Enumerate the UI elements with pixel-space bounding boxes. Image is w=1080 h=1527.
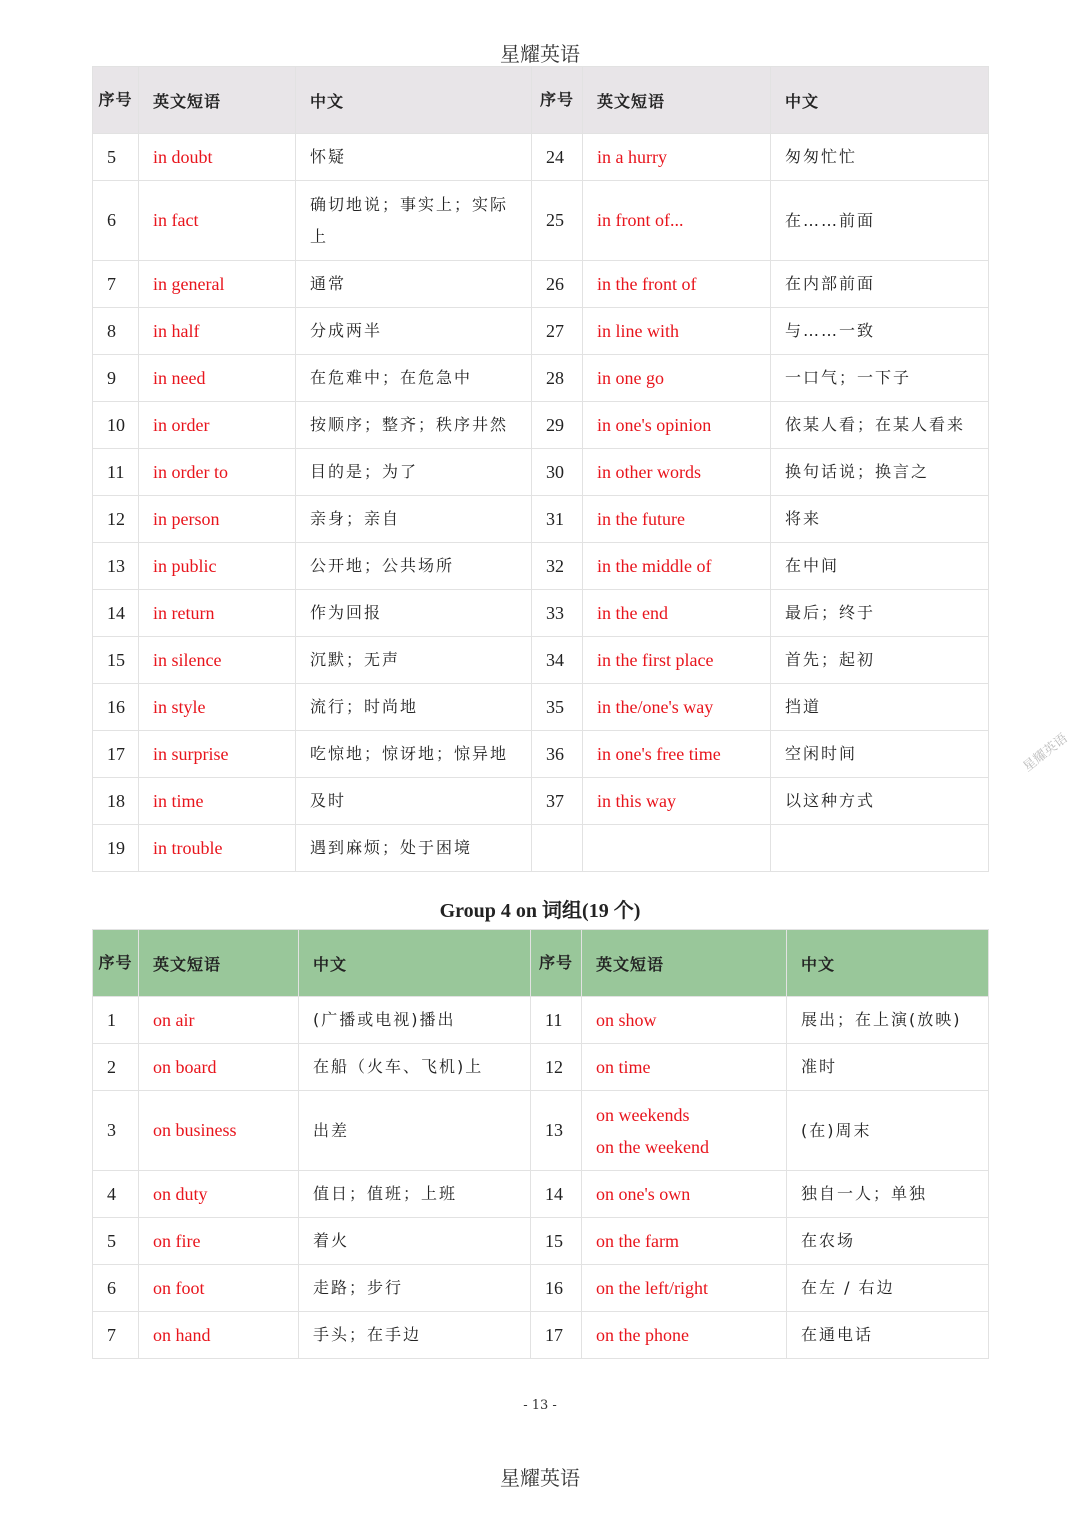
english-phrase: in half xyxy=(153,320,200,341)
english-phrase: in public xyxy=(153,555,217,576)
table-row xyxy=(93,134,989,181)
phrase-cell xyxy=(139,181,296,261)
phrase-cell xyxy=(139,1091,299,1171)
row-number-2: 24 xyxy=(532,134,583,181)
chinese-cell-2 xyxy=(771,496,989,543)
chinese-cell xyxy=(299,997,531,1044)
chinese-cell-2 xyxy=(771,543,989,590)
chinese-cell xyxy=(299,1091,531,1171)
english-phrase: in doubt xyxy=(153,146,213,167)
chinese-meaning-2: 在……前面 xyxy=(785,210,876,230)
row-number: 19 xyxy=(93,825,139,872)
english-phrase: in surprise xyxy=(153,743,229,764)
chinese-cell-2 xyxy=(771,134,989,181)
chinese-cell-2 xyxy=(771,402,989,449)
row-number: 7 xyxy=(93,261,139,308)
chinese-meaning-2: 以这种方式 xyxy=(785,791,876,810)
phrase-cell xyxy=(139,134,296,181)
phrase-cell xyxy=(139,1312,299,1359)
chinese-meaning: 亲身；亲自 xyxy=(310,509,401,528)
row-number-2: 31 xyxy=(532,496,583,543)
english-phrase-2-alt: on the weekend xyxy=(596,1136,709,1157)
table-row xyxy=(93,1218,989,1265)
table-row xyxy=(93,1091,989,1171)
english-phrase: in order xyxy=(153,414,210,435)
english-phrase: in order to xyxy=(153,461,228,482)
english-phrase-2: on show xyxy=(596,1009,657,1030)
row-number: 5 xyxy=(93,134,139,181)
table-row xyxy=(93,449,989,496)
table-row xyxy=(93,355,989,402)
table-header-row xyxy=(93,930,989,997)
row-number-2: 14 xyxy=(531,1171,582,1218)
english-phrase: in need xyxy=(153,367,206,388)
phrase-cell xyxy=(139,1171,299,1218)
english-phrase: in person xyxy=(153,508,220,529)
chinese-cell-2 xyxy=(787,1218,989,1265)
table-row xyxy=(93,1265,989,1312)
english-phrase: on hand xyxy=(153,1324,211,1345)
chinese-cell xyxy=(296,778,532,825)
chinese-meaning: 按顺序；整齐；秩序井然 xyxy=(310,415,509,434)
chinese-cell-2 xyxy=(771,355,989,402)
phrase-cell xyxy=(139,1044,299,1091)
phrase-cell xyxy=(139,496,296,543)
phrase-cell-2 xyxy=(582,997,787,1044)
english-phrase: in trouble xyxy=(153,837,223,858)
table-row xyxy=(93,543,989,590)
chinese-meaning: 分成两半 xyxy=(310,321,383,340)
chinese-cell xyxy=(296,402,532,449)
chinese-meaning: 流行；时尚地 xyxy=(310,697,419,716)
row-number-2: 13 xyxy=(531,1091,582,1171)
english-phrase: on foot xyxy=(153,1277,205,1298)
chinese-cell-2 xyxy=(787,1171,989,1218)
row-number-2: 16 xyxy=(531,1265,582,1312)
phrase-cell-2 xyxy=(583,134,771,181)
table-row xyxy=(93,261,989,308)
vocab-table-in-phrases xyxy=(92,66,989,872)
english-phrase-2: in one go xyxy=(597,367,664,388)
phrase-cell xyxy=(139,308,296,355)
chinese-meaning: 在船（火车、飞机)上 xyxy=(313,1057,484,1076)
row-number-2: 25 xyxy=(532,181,583,261)
chinese-meaning: 作为回报 xyxy=(310,603,383,622)
row-number-2: 12 xyxy=(531,1044,582,1091)
english-phrase-2: in one's opinion xyxy=(597,414,712,435)
chinese-cell-2 xyxy=(771,308,989,355)
table-row xyxy=(93,1171,989,1218)
page-footer-title: 星耀英语 xyxy=(500,1466,580,1490)
phrase-cell xyxy=(139,825,296,872)
chinese-cell xyxy=(296,543,532,590)
header-seq-2: 序号 xyxy=(532,67,583,134)
section-heading: Group 4 on 词组(19 个) xyxy=(439,900,641,922)
table-header-row xyxy=(93,67,989,134)
english-phrase-2: on the left/right xyxy=(596,1277,708,1298)
row-number-2 xyxy=(532,825,583,872)
phrase-cell xyxy=(139,684,296,731)
row-number: 14 xyxy=(93,590,139,637)
chinese-meaning: 值日；值班；上班 xyxy=(313,1184,458,1203)
chinese-cell xyxy=(296,308,532,355)
header-phrase: 英文短语 xyxy=(139,67,296,134)
chinese-cell xyxy=(296,684,532,731)
header-chinese: 中文 xyxy=(296,67,532,134)
row-number-2: 35 xyxy=(532,684,583,731)
phrase-cell xyxy=(139,1218,299,1265)
row-number-2: 26 xyxy=(532,261,583,308)
english-phrase: in silence xyxy=(153,649,222,670)
chinese-meaning: 及时 xyxy=(310,791,347,810)
chinese-cell-2 xyxy=(787,1312,989,1359)
row-number-2: 29 xyxy=(532,402,583,449)
chinese-meaning: 沉默；无声 xyxy=(310,650,401,669)
english-phrase-2: in this way xyxy=(597,790,676,811)
table-row xyxy=(93,997,989,1044)
chinese-meaning: 手头；在手边 xyxy=(313,1325,422,1344)
english-phrase: in general xyxy=(153,273,225,294)
chinese-meaning: 遇到麻烦；处于困境 xyxy=(310,838,473,857)
chinese-cell xyxy=(296,449,532,496)
chinese-meaning: 公开地；公共场所 xyxy=(310,556,455,575)
phrase-cell-2 xyxy=(582,1091,787,1171)
header-phrase: 英文短语 xyxy=(139,930,299,997)
row-number-2: 30 xyxy=(532,449,583,496)
chinese-cell-2 xyxy=(771,778,989,825)
phrase-cell xyxy=(139,731,296,778)
phrase-cell-2 xyxy=(583,778,771,825)
chinese-cell-2 xyxy=(771,684,989,731)
chinese-cell xyxy=(296,261,532,308)
row-number-2: 33 xyxy=(532,590,583,637)
phrase-cell xyxy=(139,355,296,402)
english-phrase: in fact xyxy=(153,210,199,230)
header-seq: 序号 xyxy=(93,930,139,997)
phrase-cell-2 xyxy=(583,825,771,872)
chinese-meaning: 出差 xyxy=(313,1120,350,1140)
chinese-meaning-2: 在农场 xyxy=(801,1231,856,1250)
phrase-cell-2 xyxy=(583,496,771,543)
row-number: 6 xyxy=(93,181,139,261)
english-phrase: on board xyxy=(153,1056,217,1077)
row-number: 12 xyxy=(93,496,139,543)
english-phrase-2: in the first place xyxy=(597,649,714,670)
phrase-cell-2 xyxy=(583,261,771,308)
english-phrase: in style xyxy=(153,696,206,717)
chinese-meaning: 走路；步行 xyxy=(313,1278,404,1297)
page-number: - 13 - xyxy=(523,1398,557,1413)
english-phrase-2: on one's own xyxy=(596,1183,691,1204)
header-seq-2: 序号 xyxy=(531,930,582,997)
row-number-2: 37 xyxy=(532,778,583,825)
phrase-cell-2 xyxy=(583,181,771,261)
chinese-cell xyxy=(299,1265,531,1312)
table-row xyxy=(93,1312,989,1359)
row-number: 8 xyxy=(93,308,139,355)
row-number: 15 xyxy=(93,637,139,684)
row-number-2: 17 xyxy=(531,1312,582,1359)
english-phrase-2: on the phone xyxy=(596,1324,689,1345)
header-phrase-2: 英文短语 xyxy=(583,67,771,134)
english-phrase-2: in one's free time xyxy=(597,743,721,764)
watermark: 星耀英语 xyxy=(1020,731,1071,775)
table-row xyxy=(93,731,989,778)
chinese-cell-2 xyxy=(771,181,989,261)
chinese-cell-2 xyxy=(771,825,989,872)
header-phrase-2: 英文短语 xyxy=(582,930,787,997)
row-number: 1 xyxy=(93,997,139,1044)
row-number: 13 xyxy=(93,543,139,590)
english-phrase: on business xyxy=(153,1120,237,1140)
english-phrase-2: on weekends xyxy=(596,1104,690,1125)
phrase-cell xyxy=(139,1265,299,1312)
chinese-cell xyxy=(296,134,532,181)
chinese-meaning-2: 一口气；一下子 xyxy=(785,368,912,387)
english-phrase-2: on the farm xyxy=(596,1230,679,1251)
table-row xyxy=(93,402,989,449)
chinese-cell xyxy=(299,1218,531,1265)
row-number: 6 xyxy=(93,1265,139,1312)
phrase-cell xyxy=(139,637,296,684)
phrase-cell xyxy=(139,543,296,590)
phrase-cell xyxy=(139,997,299,1044)
row-number: 5 xyxy=(93,1218,139,1265)
phrase-cell-2 xyxy=(583,449,771,496)
chinese-cell xyxy=(296,590,532,637)
english-phrase-2: in other words xyxy=(597,461,701,482)
chinese-cell xyxy=(296,825,532,872)
chinese-cell-2 xyxy=(771,590,989,637)
row-number: 2 xyxy=(93,1044,139,1091)
chinese-cell xyxy=(296,181,532,261)
chinese-meaning-2: 依某人看；在某人看来 xyxy=(785,415,966,434)
phrase-cell-2 xyxy=(583,355,771,402)
english-phrase: on duty xyxy=(153,1183,208,1204)
table-row xyxy=(93,778,989,825)
table-row xyxy=(93,496,989,543)
phrase-cell-2 xyxy=(582,1312,787,1359)
english-phrase-2: in a hurry xyxy=(597,146,667,167)
chinese-cell-2 xyxy=(771,637,989,684)
row-number-2: 15 xyxy=(531,1218,582,1265)
chinese-cell-2 xyxy=(787,1044,989,1091)
chinese-meaning: 吃惊地；惊讶地；惊异地 xyxy=(310,744,509,763)
english-phrase: on air xyxy=(153,1009,195,1030)
table-row xyxy=(93,684,989,731)
row-number-2: 27 xyxy=(532,308,583,355)
phrase-cell-2 xyxy=(583,402,771,449)
row-number: 9 xyxy=(93,355,139,402)
row-number: 3 xyxy=(93,1091,139,1171)
chinese-cell xyxy=(296,731,532,778)
chinese-cell-2 xyxy=(771,731,989,778)
english-phrase-2: in line with xyxy=(597,320,679,341)
row-number-2: 28 xyxy=(532,355,583,402)
chinese-meaning: 通常 xyxy=(310,274,347,293)
phrase-cell xyxy=(139,449,296,496)
table-row xyxy=(93,181,989,261)
chinese-meaning-2: 与……一致 xyxy=(785,321,876,340)
row-number: 10 xyxy=(93,402,139,449)
chinese-cell xyxy=(296,637,532,684)
chinese-cell xyxy=(299,1312,531,1359)
row-number: 4 xyxy=(93,1171,139,1218)
chinese-cell-2 xyxy=(787,997,989,1044)
chinese-meaning-2: 最后；终于 xyxy=(785,603,876,622)
chinese-meaning-2: 在左 / 右边 xyxy=(801,1278,895,1297)
row-number-2: 32 xyxy=(532,543,583,590)
phrase-cell-2 xyxy=(583,308,771,355)
chinese-meaning: 在危难中；在危急中 xyxy=(310,368,473,387)
chinese-meaning-2: 准时 xyxy=(801,1057,838,1076)
chinese-meaning: 怀疑 xyxy=(310,147,347,166)
chinese-meaning-2: 空闲时间 xyxy=(785,744,858,763)
header-chinese-2: 中文 xyxy=(771,67,989,134)
phrase-cell-2 xyxy=(582,1171,787,1218)
phrase-cell-2 xyxy=(583,731,771,778)
chinese-meaning: (广播或电视)播出 xyxy=(313,1010,456,1029)
chinese-cell xyxy=(299,1044,531,1091)
table-row xyxy=(93,637,989,684)
chinese-cell xyxy=(296,496,532,543)
row-number: 17 xyxy=(93,731,139,778)
phrase-cell-2 xyxy=(583,684,771,731)
phrase-cell-2 xyxy=(582,1044,787,1091)
phrase-cell xyxy=(139,261,296,308)
chinese-meaning-2: 在内部前面 xyxy=(785,274,876,293)
row-number-2: 36 xyxy=(532,731,583,778)
chinese-meaning: 着火 xyxy=(313,1231,350,1250)
english-phrase-2: in the front of xyxy=(597,273,697,294)
vocab-table-on-phrases xyxy=(92,929,989,1359)
chinese-meaning-2: 换句话说；换言之 xyxy=(785,462,930,481)
chinese-cell-2 xyxy=(771,449,989,496)
table-row xyxy=(93,1044,989,1091)
english-phrase: on fire xyxy=(153,1230,201,1251)
chinese-meaning-2: 挡道 xyxy=(785,697,822,716)
phrase-cell-2 xyxy=(582,1218,787,1265)
chinese-meaning-2: 在通电话 xyxy=(801,1325,874,1344)
table-row xyxy=(93,308,989,355)
page-header-title: 星耀英语 xyxy=(500,42,580,66)
phrase-cell-2 xyxy=(583,590,771,637)
phrase-cell xyxy=(139,590,296,637)
row-number-2: 34 xyxy=(532,637,583,684)
chinese-meaning-2: 在中间 xyxy=(785,556,840,575)
row-number: 18 xyxy=(93,778,139,825)
english-phrase-2: in the middle of xyxy=(597,555,712,576)
chinese-meaning-2: 独自一人；单独 xyxy=(801,1184,928,1203)
english-phrase-2: on time xyxy=(596,1056,651,1077)
header-chinese: 中文 xyxy=(299,930,531,997)
english-phrase-2: in the end xyxy=(597,602,668,623)
chinese-cell-2 xyxy=(771,261,989,308)
phrase-cell-2 xyxy=(583,543,771,590)
row-number: 11 xyxy=(93,449,139,496)
chinese-cell-2 xyxy=(787,1265,989,1312)
table-row xyxy=(93,590,989,637)
english-phrase-2: in the/one's way xyxy=(597,696,714,717)
chinese-meaning-2: 将来 xyxy=(785,509,822,528)
chinese-meaning-2: 展出；在上演(放映) xyxy=(801,1010,962,1029)
chinese-meaning-2: 首先；起初 xyxy=(785,650,876,669)
chinese-cell-2 xyxy=(787,1091,989,1171)
row-number: 7 xyxy=(93,1312,139,1359)
header-chinese-2: 中文 xyxy=(787,930,989,997)
english-phrase: in time xyxy=(153,790,204,811)
chinese-meaning: 目的是；为了 xyxy=(310,462,419,481)
phrase-cell xyxy=(139,402,296,449)
table-row xyxy=(93,825,989,872)
chinese-cell xyxy=(299,1171,531,1218)
english-phrase: in return xyxy=(153,602,215,623)
row-number-2: 11 xyxy=(531,997,582,1044)
header-seq: 序号 xyxy=(93,67,139,134)
row-number: 16 xyxy=(93,684,139,731)
chinese-meaning-2: 匆匆忙忙 xyxy=(785,147,858,166)
phrase-cell-2 xyxy=(583,637,771,684)
chinese-cell xyxy=(296,355,532,402)
chinese-meaning: 确切地说；事实上；实际上 xyxy=(310,194,509,246)
phrase-cell xyxy=(139,778,296,825)
english-phrase-2: in front of... xyxy=(597,210,684,230)
chinese-meaning-2: (在)周末 xyxy=(801,1120,872,1140)
english-phrase-2: in the future xyxy=(597,508,685,529)
phrase-cell-2 xyxy=(582,1265,787,1312)
